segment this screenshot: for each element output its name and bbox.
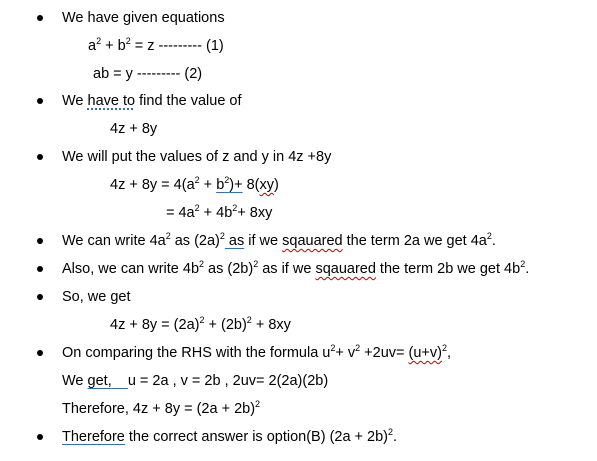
substitution-line: $4z + 8y = 4(a^2 + b^2)+ 8(xy)$ — [110, 175, 279, 193]
bullet-icon — [37, 434, 43, 440]
text-line-14: We get, u = 2a , v = 2b , 2uv= 2(2a)(2b) — [62, 373, 329, 389]
squared-form-line: $4z + 8y = (2a)^2 + (2b)^2 + 8xy$ — [110, 315, 291, 333]
text-line-15: Therefore, $4z + 8y = (2a + 2b)^2$ — [62, 399, 261, 417]
bullet-icon — [37, 98, 43, 104]
bullet-icon — [37, 350, 43, 356]
text-line-4: We have to find the value of — [62, 93, 242, 109]
text-line-10: Also, we can write $4b^2$ as $(2b)^2$ as if we sqauared the term 2b we get $4b^2$. — [62, 259, 530, 277]
text-line-13: On comparing the RHS with the formula $u^2+ v^2 +2uv= (u+v)^2$, — [62, 343, 452, 361]
expression-line: 4z + 8y — [110, 121, 158, 137]
text-line-9: We can write $4a^2$ as $(2a)^2$ as if we sqauared the term 2a we get $4a^2$. — [62, 231, 496, 249]
answer-line: Therefore the correct answer is option(B) $(2a + 2b)^2$. — [62, 427, 398, 445]
text-line-6: We will put the values of z and y in 4z +8y — [62, 149, 332, 165]
equation-1: $a^2 + b^2 = z$ --------- (1) — [88, 36, 224, 54]
bullet-icon — [37, 294, 43, 300]
simplified-line: = $4a^2 + 4b^2+ 8xy$ — [166, 203, 273, 221]
bullet-icon — [37, 266, 43, 272]
equation-2: ab = y --------- (2) — [93, 66, 203, 82]
bullet-icon — [37, 15, 43, 21]
bullet-icon — [37, 238, 43, 244]
text-line-11: So, we get — [62, 289, 131, 305]
text-line-1: We have given equations — [62, 10, 225, 26]
bullet-icon — [37, 154, 43, 160]
